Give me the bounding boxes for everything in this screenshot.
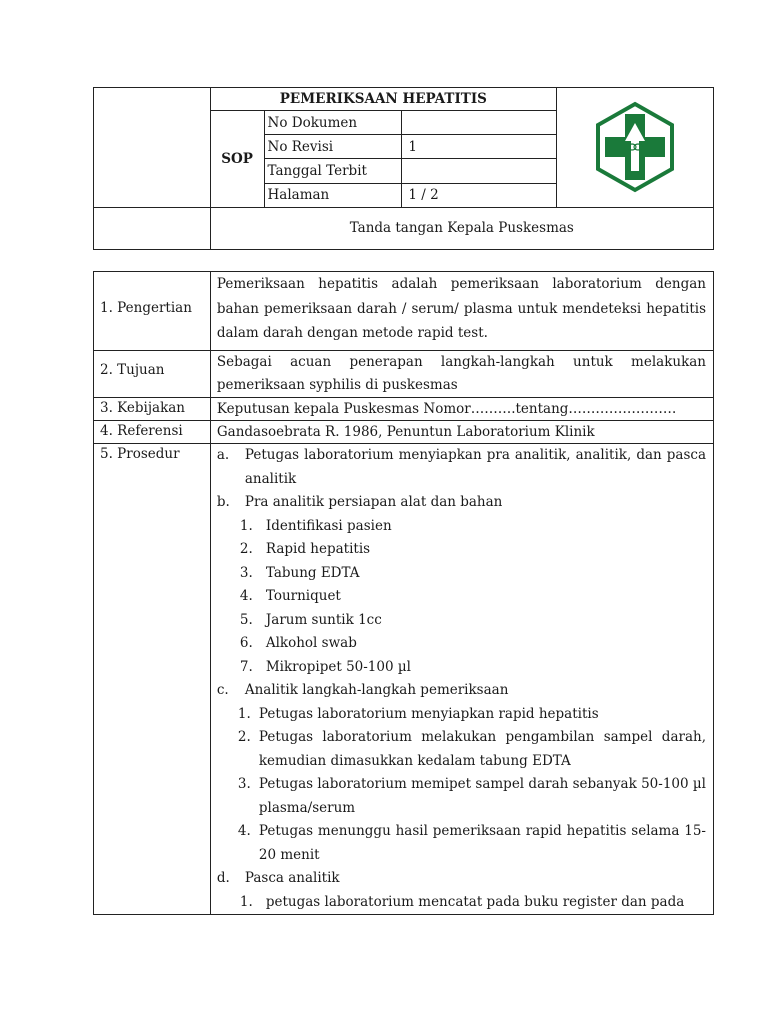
list-marker: 2. — [239, 541, 253, 557]
list-text: Petugas laboratorium melakukan pengambilan sampel darah, kemudian dimasukkan kedalam tabung EDTA — [258, 729, 706, 769]
list-marker: 5. — [239, 611, 253, 628]
list-marker: 1. — [239, 893, 253, 910]
prosedur-content — [210, 444, 713, 915]
list-item — [217, 726, 706, 773]
list-item — [217, 609, 706, 633]
list-text: Alkohol swab — [265, 635, 357, 651]
list-marker: c. — [216, 682, 229, 698]
pengertian-label: 1. Pengertian — [94, 272, 211, 351]
header-left-blank — [94, 88, 211, 208]
list-marker: a. — [216, 447, 230, 463]
meta-label-no-revisi: No Revisi — [264, 135, 402, 159]
list-item — [217, 703, 706, 727]
list-text: Rapid hepatitis — [265, 541, 371, 557]
list-text: Pasca analitik — [244, 870, 340, 886]
list-text: Mikropipet 50-100 µl — [265, 658, 411, 675]
list-marker: 4. — [237, 823, 251, 839]
meta-value-no-dokumen — [402, 111, 557, 135]
list-text: Petugas laboratorium memipet sampel darah sebanyak 50-100 µl plasma/serum — [258, 776, 706, 816]
sop-header-table — [93, 87, 714, 250]
referensi-text: Gandasoebrata R. 1986, Penuntun Laboratorium Klinik — [210, 421, 713, 444]
list-item — [217, 538, 706, 562]
meta-label-no-dokumen: No Dokumen — [264, 111, 402, 135]
prosedur-item-c — [217, 679, 706, 703]
list-marker: 6. — [239, 635, 253, 651]
list-text: Jarum suntik 1cc — [265, 611, 382, 628]
meta-label-tanggal-terbit: Tanggal Terbit — [264, 159, 402, 183]
list-text: Tabung EDTA — [265, 564, 360, 581]
list-item — [217, 891, 706, 915]
list-text: Petugas laboratorium menyiapkan pra analitik, analitik, dan pasca analitik — [244, 447, 706, 487]
list-item — [217, 585, 706, 609]
prosedur-item-d — [217, 867, 706, 891]
kebijakan-label: 3. Kebijakan — [94, 398, 211, 421]
prosedur-label: 5. Prosedur — [94, 444, 211, 915]
tujuan-text: Sebagai acuan penerapan langkah-langkah untuk melakukan pemeriksaan syphilis di puskesmas — [210, 351, 713, 398]
list-marker: d. — [216, 870, 230, 886]
list-marker: 1. — [239, 517, 253, 534]
list-marker: 3. — [237, 776, 251, 792]
meta-value-tanggal-terbit — [402, 159, 557, 183]
list-text: Tourniquet — [265, 588, 341, 604]
list-item — [217, 820, 706, 867]
list-text: Petugas laboratorium menyiapkan rapid hepatitis — [258, 705, 599, 722]
list-marker: 1. — [237, 705, 251, 722]
list-marker: 2. — [237, 729, 251, 745]
signature-left-blank — [94, 207, 211, 249]
signature-cell — [210, 207, 713, 249]
signature-label: Tanda tangan Kepala Puskesmas — [349, 220, 574, 237]
meta-value-no-revisi: 1 — [402, 135, 557, 159]
list-text: Analitik langkah-langkah pemeriksaan — [244, 682, 509, 698]
list-item — [217, 773, 706, 820]
list-marker: 3. — [239, 564, 253, 581]
list-text: Identifikasi pasien — [265, 517, 392, 534]
list-text: petugas laboratorium mencatat pada buku register dan pada — [265, 893, 685, 910]
tujuan-label: 2. Tujuan — [94, 351, 211, 398]
list-marker: b. — [216, 494, 230, 510]
document-title: PEMERIKSAAN HEPATITIS — [210, 88, 557, 111]
list-item — [217, 656, 706, 680]
list-text: Pra analitik persiapan alat dan bahan — [244, 494, 503, 510]
pengertian-text: Pemeriksaan hepatitis adalah pemeriksaan laboratorium dengan bahan pemeriksaan darah / serum/ plasma untuk mendeteksi hepatitis dalam darah dengan metode rapid test. — [210, 272, 713, 351]
list-marker: 7. — [239, 658, 253, 675]
sop-label: SOP — [210, 111, 264, 208]
meta-label-halaman: Halaman — [264, 183, 402, 207]
kebijakan-text: Keputusan kepala Puskesmas Nomor……….tentang…………………… — [210, 398, 713, 421]
puskesmas-logo-icon — [595, 101, 675, 193]
referensi-label: 4. Referensi — [94, 421, 211, 444]
meta-value-halaman: 1 / 2 — [402, 183, 557, 207]
list-item — [217, 515, 706, 539]
list-item — [217, 562, 706, 586]
logo-cell — [557, 88, 714, 208]
prosedur-item-a — [217, 444, 706, 491]
prosedur-item-b — [217, 491, 706, 515]
list-text: Petugas menunggu hasil pemeriksaan rapid hepatitis selama 15-20 menit — [258, 823, 706, 863]
list-item — [217, 632, 706, 656]
sop-body-table — [93, 271, 714, 915]
list-marker: 4. — [239, 588, 253, 604]
